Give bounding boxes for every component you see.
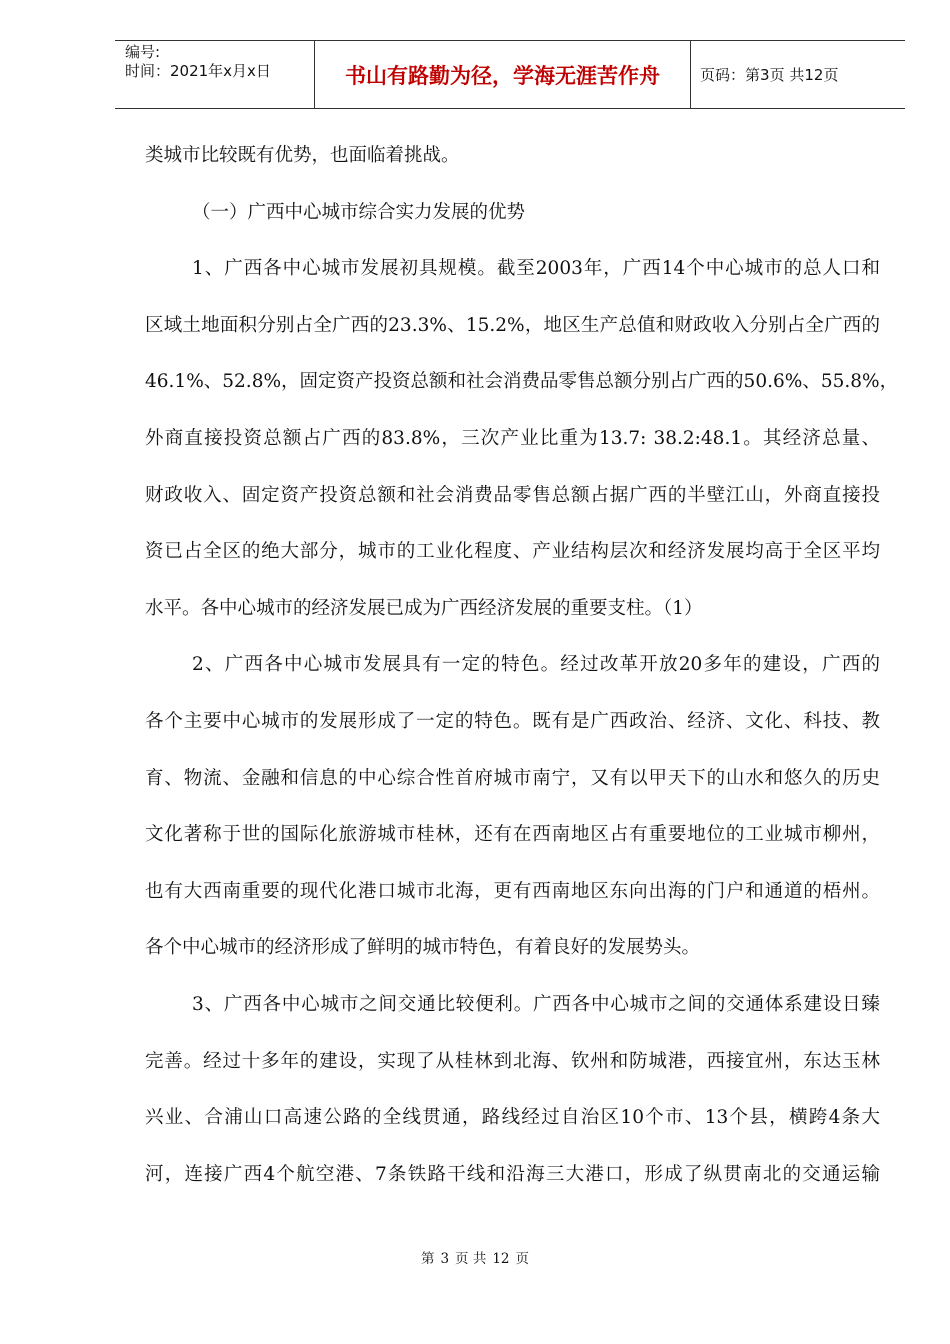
document-body <box>145 128 899 1203</box>
text-line: 各个主要中心城市的发展形成了一定的特色。既有是广西政治、经济、文化、科技、教 <box>145 710 880 732</box>
section-heading: （一）广西中心城市综合实力发展的优势 <box>192 201 526 223</box>
text-line: 区域土地面积分别占全广西的23.3%、15.2%，地区生产总值和财政收入分别占全广西的 <box>145 314 880 336</box>
page-header <box>115 40 905 109</box>
text-line: 也有大西南重要的现代化港口城市北海，更有西南地区东向出海的门户和通道的梧州。 <box>145 880 880 902</box>
text-line: 1、广西各中心城市发展初具规模。截至2003年，广西14个中心城市的总人口和 <box>192 258 880 280</box>
footer-prefix: 第 <box>420 1251 435 1267</box>
page-suffix: 页 <box>823 66 839 84</box>
document-time: 时间：2021年x月x日 <box>125 62 271 80</box>
footer-mid: 页 共 <box>455 1251 487 1267</box>
text-line: 46.1%、52.8%，固定资产投资总额和社会消费品零售总额分别占广西的50.6%、55.8%， <box>145 371 899 393</box>
footer-current-page: 3 <box>440 1251 450 1267</box>
text-line: 3、广西各中心城市之间交通比较便利。广西各中心城市之间的交通体系建设日臻 <box>192 993 880 1015</box>
text-line: 财政收入、固定资产投资总额和社会消费品零售总额占据广西的半壁江山，外商直接投 <box>145 484 880 506</box>
document-number-label: 编号: <box>125 43 161 61</box>
footer-total-pages: 12 <box>492 1251 510 1267</box>
page-mid: 页 共 <box>769 66 805 84</box>
text-line: 完善。经过十多年的建设，实现了从桂林到北海、钦州和防城港，西接宜州，东达玉林 <box>145 1050 880 1072</box>
header-page-number <box>690 41 905 108</box>
page-prefix: 页码：第 <box>700 66 761 84</box>
text-line: 各个中心城市的经济形成了鲜明的城市特色，有着良好的发展势头。 <box>145 937 701 959</box>
text-line: 兴业、合浦山口高速公路的全线贯通，路线经过自治区10个市、13个县，横跨4条大 <box>145 1107 880 1129</box>
text-line: 河，连接广西4个航空港、7条铁路干线和沿海三大港口，形成了纵贯南北的交通运输 <box>145 1163 880 1185</box>
text-line: 文化著称于世的国际化旅游城市桂林，还有在西南地区占有重要地位的工业城市柳州， <box>145 824 880 846</box>
header-meta <box>115 41 315 108</box>
page-total: 12 <box>804 65 824 84</box>
header-motto: 书山有路勤为径，学海无涯苦作舟 <box>315 41 691 108</box>
text-line: 外商直接投资总额占广西的83.8%，三次产业比重为13.7: 38.2:48.1。其经济总量、 <box>145 427 880 449</box>
footer-suffix: 页 <box>515 1251 530 1267</box>
text-line: 2、广西各中心城市发展具有一定的特色。经过改革开放20多年的建设，广西的 <box>192 654 880 676</box>
text-line: 水平。各中心城市的经济发展已成为广西经济发展的重要支柱。（1） <box>145 597 703 619</box>
text-line: 育、物流、金融和信息的中心综合性首府城市南宁，又有以甲天下的山水和悠久的历史 <box>145 767 880 789</box>
page-footer <box>0 1247 950 1267</box>
text-line: 资已占全区的绝大部分，城市的工业化程度、产业结构层次和经济发展均高于全区平均 <box>145 541 880 563</box>
text-line: 类城市比较既有优势，也面临着挑战。 <box>145 145 460 166</box>
page-current: 3 <box>760 65 770 84</box>
